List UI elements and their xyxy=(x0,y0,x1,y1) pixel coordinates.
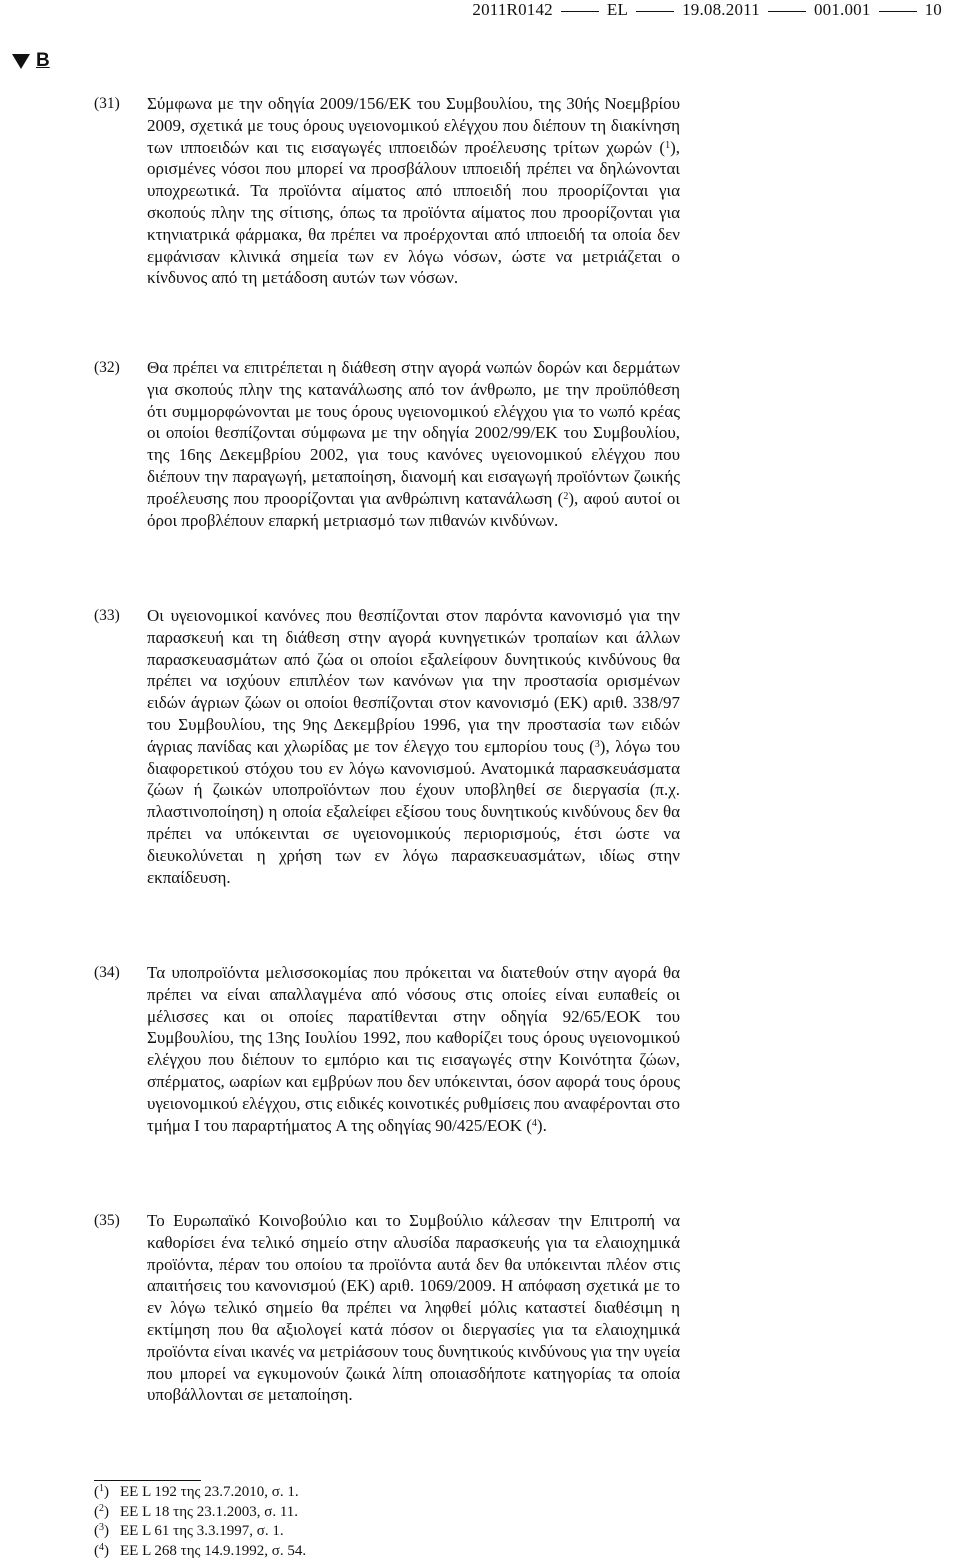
triangle-down-icon xyxy=(12,54,30,69)
amendment-marker-label: B xyxy=(36,50,50,71)
amendment-marker xyxy=(12,50,50,72)
footnote: ($^3$) ΕΕ L 61 της 3.3.1997, σ. 1. xyxy=(94,1522,284,1539)
recital-number: (31) xyxy=(94,95,120,112)
version-number: 001.001 xyxy=(813,0,871,19)
separator xyxy=(561,11,599,12)
footnote-ref: 2 xyxy=(563,490,569,502)
footnote: ($^2$) ΕΕ L 18 της 23.1.2003, σ. 11. xyxy=(94,1502,299,1520)
footnotes xyxy=(94,1483,306,1561)
recital-number: (35) xyxy=(94,1212,120,1229)
recital xyxy=(94,962,680,1136)
footnote-separator xyxy=(94,1480,201,1481)
separator xyxy=(879,11,917,12)
document-id: 2011R0142 xyxy=(472,0,553,19)
footnote-text: ΕΕ L 61 της 3.3.1997, σ. 1. xyxy=(120,1523,284,1539)
footnote-ref: 3 xyxy=(594,738,600,750)
footnote: ($^1$) ΕΕ L 192 της 23.7.2010, σ. 1. xyxy=(94,1483,299,1500)
language-code: EL xyxy=(606,0,629,19)
recital-text: Τα υποπροϊόντα μελισσοκομίας που πρόκειται να διατεθούν στην αγορά θα πρέπει να είναι απαλλαγμένα από νόσους στις οποίες είναι ευπαθείς οι μέλισσες και οι οποίες παρατίθενται στην οδηγία 92/65/ΕΟΚ του Συμβουλίου, της 13ης Ιουλίου 1992, που καθορίζει τους όρους υγειονομικού ελέγχου που διέπουν το εμπόριο και τις εισαγωγές στην Κοινότητα ζώων, σπέρματος, ωαρίων και εμβρύων που δεν υπόκεινται, όσον αφορά τους όρους υγειονομικού ελέγχου, στις ειδικές κοινοτικές ρυθμίσεις που αναφέρονται στο τμήμα I του παραρτήματος A της οδηγίας 90/425/ΕΟΚ ($^4$). xyxy=(147,963,680,1135)
footnote-ref: 4 xyxy=(531,1117,537,1129)
footnote-text: ΕΕ L 268 της 14.9.1992, σ. 54. xyxy=(120,1542,307,1559)
recital-text: Θα πρέπει να επιτρέπεται η διάθεση στην αγορά νωπών δορών και δερμάτων για σκοπούς πλην της κατανάλωσης από τον άνθρωπο, με την προϋπόθεση ότι συμμορφώνονται με τους όρους υγειονομικού ελέγχου για το νωπό κρέας οι οποίοι θεσπίζονται σύμφωνα με την οδηγία 2002/99/ΕΚ του Συμβουλίου, της 16ης Δεκεμβρίου 2002, για τους κανόνες υγειονομικού ελέγχου που διέπουν την παραγωγή, μεταποίηση, διανομή και εισαγωγή προϊόντων ζωικής προέλευσης που προορίζονται για ανθρώπινη κατανάλωση ($^2$), αφού αυτοί οι όροι προβλέπουν επαρκή μετριασμό των πιθανών κινδύνων. xyxy=(147,358,680,530)
recital xyxy=(94,93,680,289)
recital xyxy=(94,605,680,888)
separator xyxy=(636,11,674,12)
recital-text: Το Ευρωπαϊκό Κοινοβούλιο και το Συμβούλιο κάλεσαν την Επιτροπή να καθορίσει ένα τελικό σημείο στην αλυσίδα παρασκευής για τα ελαιοχημικά προϊόντα, πέραν του οποίου τα προϊόντα αυτά δεν θα υπόκεινται πλέον στις απαιτήσεις του κανονισμού (ΕΚ) αριθ. 1069/2009. Η απόφαση σχετικά με το εν λόγω τελικό σημείο θα πρέπει να ληφθεί μόλις καταστεί διαθέσιμη η εκτίμηση που θα αξιολογεί κατά πόσον οι διεργασίες για τα ελαιοχημικά προϊόντα είναι ικανές να μετρiάσουν τους δυνητικούς κινδύνους για την υγεία που μπορεί να εγκυμονούν ζωικά λίπη οποιασδήποτε κατηγορίας τα οποία υποβάλλονται σε μεταποίηση. xyxy=(147,1211,680,1405)
recital-text: Σύμφωνα με την οδηγία 2009/156/ΕΚ του Συμβουλίου, της 30ής Νοεμβρίου 2009, σχετικά με τους όρους υγειονομικού ελέγχου που διέπουν τη διακίνηση των ιπποειδών και τις εισαγωγές ιπποειδών προέλευσης τρίτων χωρών ($^1$), ορισμένες νόσοι που μπορεί να προσβάλουν ιπποειδή πρέπει να δηλώνονται υποχρεωτικά. Τα προϊόντα αίματος από ιπποειδή που προορίζονται για σκοπούς πλην της σίτισης, όπως τα προϊόντα αίματος που προορίζονται για κτηνιατρικά φάρμακα, θα πρέπει να προέρχονται από ιπποειδή τα οποία δεν εμφάνισαν κλινικά σημεία των εν λόγω νόσων, ώστε να μετριάζεται ο κίνδυνος από τη μετάδοση αυτών των νόσων. xyxy=(147,94,680,288)
recital-text: Οι υγειονομικοί κανόνες που θεσπίζονται στον παρόντα κανονισμό για την παρασκευή και τη διάθεση στην αγορά κυνηγετικών τροπαίων και άλλων παρασκευασμάτων από ζώα οι οποίοι εξαλείφουν δυνητικούς κινδύνους θα πρέπει να ισχύουν επιπλέον των κανόνων για την προστασία ορισμένων ειδών άγριων ζώων οι οποίοι θεσπίζονται στον κανονισμό (ΕΚ) αριθ. 338/97 του Συμβουλίου, της 9ης Δεκεμβρίου 1996, για την προστασία των ειδών άγριας πανίδας και χλωρίδας με τον έλεγχο του εμπορίου τους ($^3$), λόγω του διαφορετικού στόχου του εν λόγω κανονισμού. Ανατομικά παρασκευάσματα ζώων ή ζωικών υποπροϊόντων που έχουν υποβληθεί σε διεργασία (π.χ. πλαστινοποίηση) η οποία εξαλείφει εξίσου τους δυνητικούς κινδύνους δεν θα πρέπει να υπόκεινται σε υγειονομικούς περιορισμούς, έτσι ώστε να διευκολύνεται η χρήση των εν λόγω παρασκευασμάτων, ιδίως στην εκπαίδευση. xyxy=(147,606,680,887)
recital-number: (34) xyxy=(94,964,120,981)
document-date: 19.08.2011 xyxy=(682,0,760,19)
page-header xyxy=(472,0,942,20)
recital xyxy=(94,1210,680,1406)
recital-number: (32) xyxy=(94,359,120,376)
separator xyxy=(768,11,806,12)
footnote: ($^4$) ΕΕ L 268 της 14.9.1992, σ. 54. xyxy=(94,1541,307,1559)
footnote-ref: 1 xyxy=(665,139,671,151)
footnote-text: ΕΕ L 18 της 23.1.2003, σ. 11. xyxy=(120,1503,299,1520)
page-number: 10 xyxy=(924,0,942,19)
recital-number: (33) xyxy=(94,607,120,624)
recital xyxy=(94,357,680,531)
footnote-text: ΕΕ L 192 της 23.7.2010, σ. 1. xyxy=(120,1484,299,1500)
